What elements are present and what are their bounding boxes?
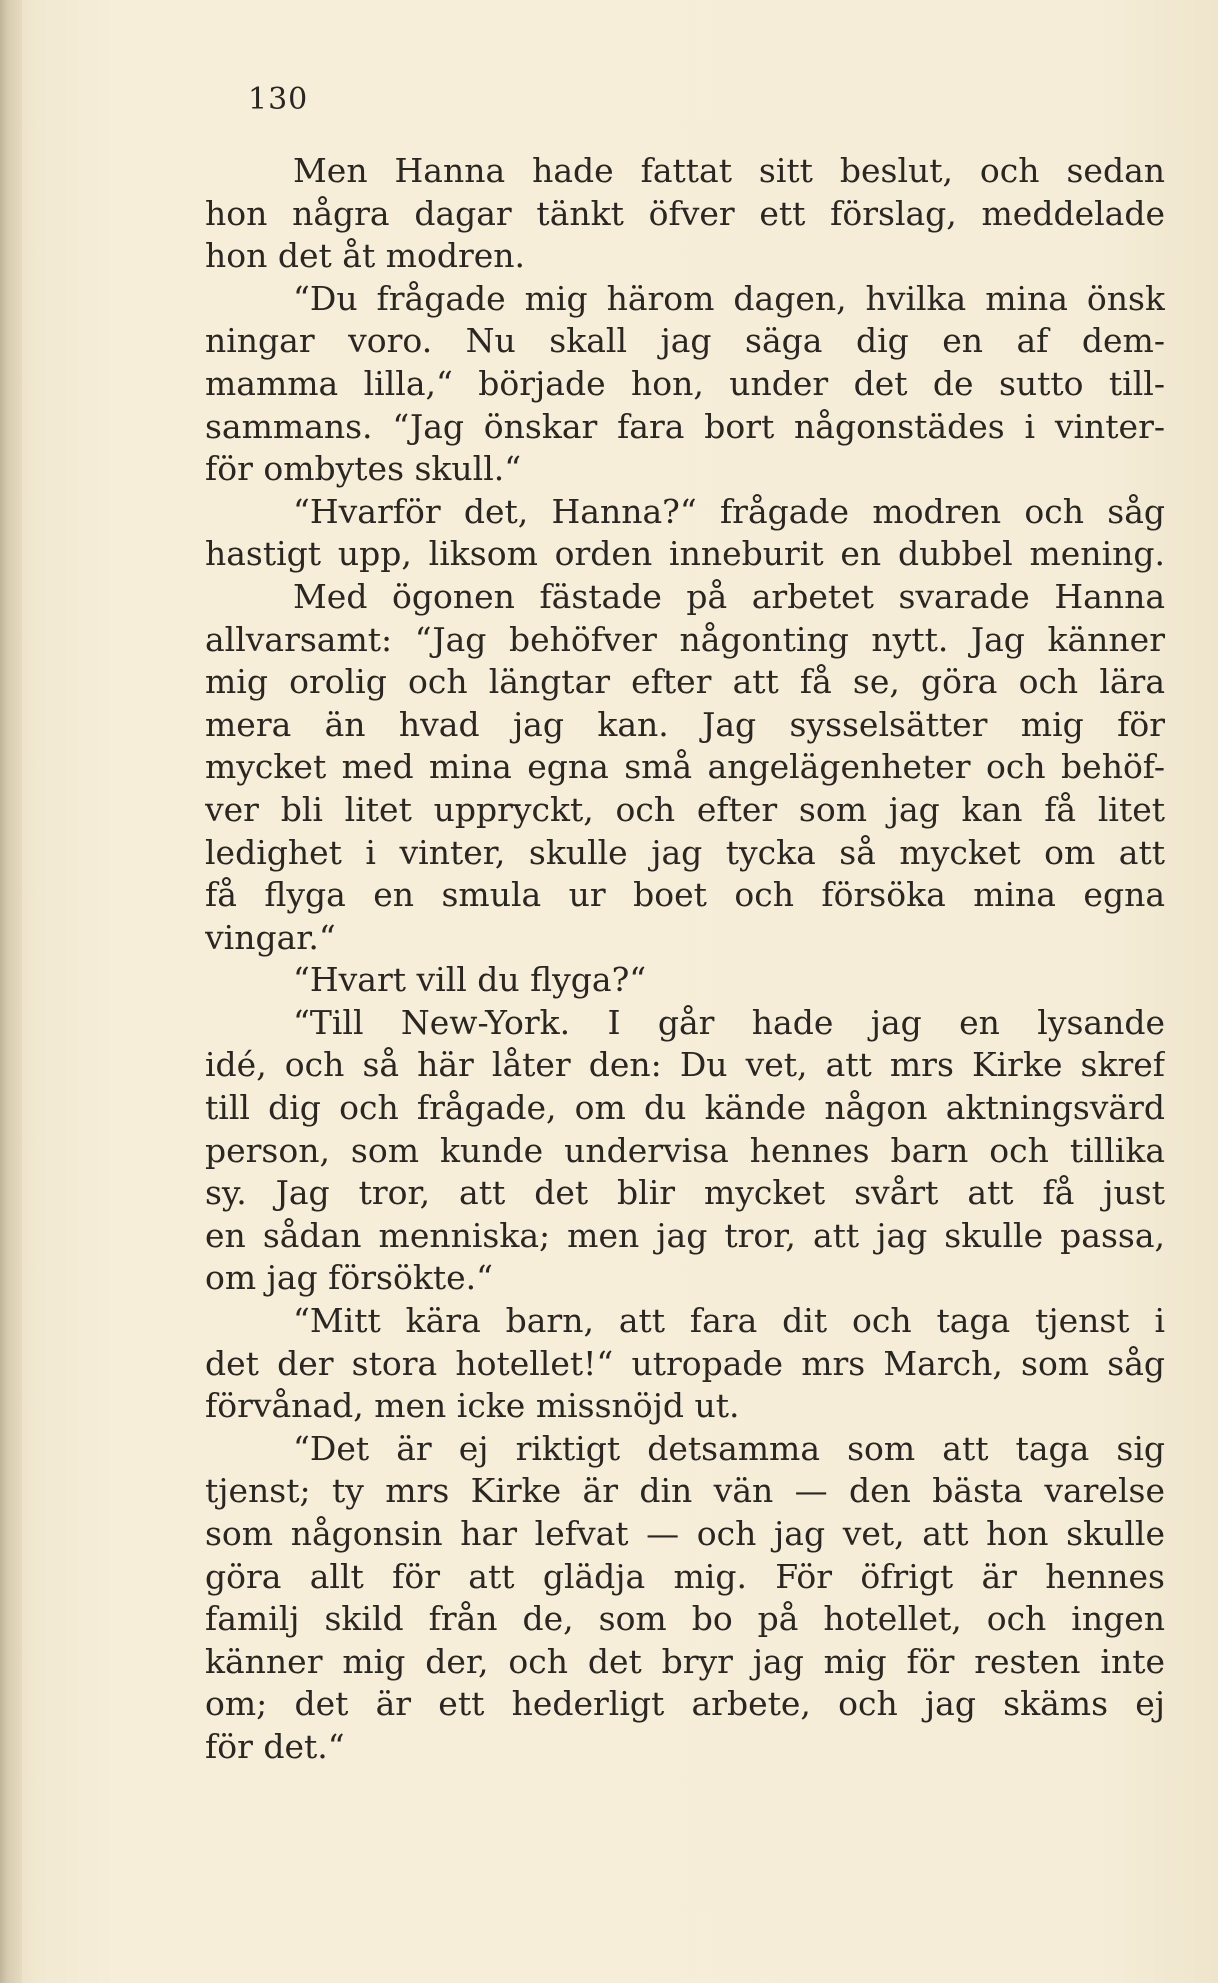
text-line: få flyga en smula ur boet och försöka mina egna	[205, 875, 1165, 915]
text-line: ledighet i vinter, skulle jag tycka så mycket om att	[205, 832, 1165, 872]
text-line: hon det åt modren.	[205, 236, 526, 276]
text-line: det der stora hotellet!“ utropade mrs March, som såg	[205, 1343, 1165, 1383]
text-line: “Hvarför det, Hanna?“ frågade modren och såg	[293, 491, 1165, 531]
text-line: familj skild från de, som bo på hotellet, och ingen	[205, 1599, 1165, 1639]
text-line: en sådan menniska; men jag tror, att jag skulle passa,	[205, 1215, 1165, 1255]
text-line: allvarsamt: “Jag behöfver någonting nytt. Jag känner	[205, 619, 1165, 659]
text-line: “Det är ej riktigt detsamma som att taga sig	[293, 1428, 1165, 1468]
text-line: för ombytes skull.“	[205, 449, 522, 489]
text-line: göra allt för att glädja mig. För öfrigt är hennes	[205, 1556, 1165, 1596]
text-line: Med ögonen fästade på arbetet svarade Hanna	[293, 576, 1165, 616]
text-line: person, som kunde undervisa hennes barn och tillika	[205, 1130, 1165, 1170]
body-text	[205, 150, 1165, 1769]
text-line: sy. Jag tror, att det blir mycket svårt att få just	[205, 1173, 1165, 1213]
text-line: vingar.“	[205, 917, 336, 957]
page-number: 130	[248, 82, 309, 117]
text-line: Men Hanna hade fattat sitt beslut, och sedan	[293, 151, 1165, 190]
text-line: hon några dagar tänkt öfver ett förslag, meddelade	[205, 193, 1165, 233]
text-line: känner mig der, och det bryr jag mig för resten inte	[205, 1641, 1165, 1681]
text-line: om jag försökte.“	[205, 1258, 493, 1298]
text-line: “Hvart vill du flyga?“	[293, 960, 647, 1000]
text-line: hastigt upp, liksom orden inneburit en dubbel mening.	[205, 534, 1165, 574]
text-line: förvånad, men icke missnöjd ut.	[205, 1386, 740, 1426]
text-line: ver bli litet uppryckt, och efter som jag kan få litet	[205, 789, 1165, 829]
text-line: “Du frågade mig härom dagen, hvilka mina önsk	[293, 278, 1165, 318]
text-line: tjenst; ty mrs Kirke är din vän — den bästa varelse	[205, 1471, 1165, 1511]
text-line: “Mitt kära barn, att fara dit och taga tjenst i	[293, 1301, 1165, 1341]
text-line: om; det är ett hederligt arbete, och jag skäms ej	[205, 1684, 1165, 1724]
text-line: mamma lilla,“ började hon, under det de sutto till-	[205, 363, 1165, 403]
text-line: ningar voro. Nu skall jag säga dig en af dem-	[205, 321, 1165, 361]
text-line: idé, och så här låter den: Du vet, att mrs Kirke skref	[205, 1045, 1165, 1085]
text-line: sammans. “Jag önskar fara bort någonstädes i vinter-	[205, 406, 1165, 446]
text-line: mera än hvad jag kan. Jag sysselsätter mig för	[205, 704, 1165, 744]
text-line: mig orolig och längtar efter att få se, göra och lära	[205, 662, 1165, 702]
book-spine-shadow	[0, 0, 22, 1983]
text-line: som någonsin har lefvat — och jag vet, att hon skulle	[205, 1514, 1165, 1553]
text-line: för det.“	[205, 1726, 345, 1766]
text-line: mycket med mina egna små angelägenheter och behöf-	[205, 747, 1165, 787]
text-line: till dig och frågade, om du kände någon aktningsvärd	[205, 1088, 1165, 1128]
text-line: “Till New-York. I går hade jag en lysande	[293, 1002, 1165, 1042]
